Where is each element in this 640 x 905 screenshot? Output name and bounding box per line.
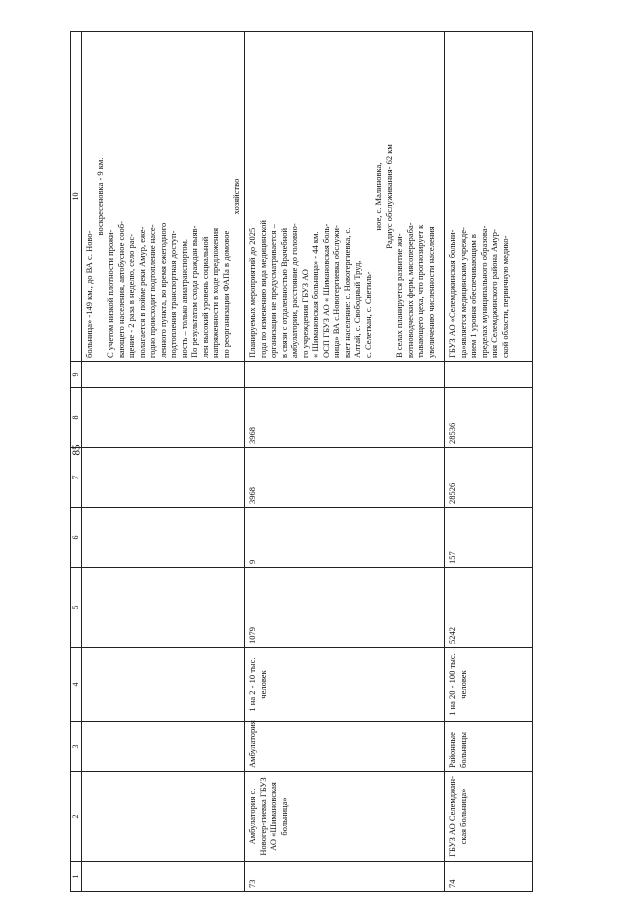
cell-value: 28526 xyxy=(445,448,533,508)
cell-number: 74 xyxy=(445,862,533,892)
cell-value: 5242 xyxy=(445,568,533,648)
cell-value: 157 xyxy=(445,508,533,568)
table-row xyxy=(245,32,445,892)
cell-value: 3968 xyxy=(245,388,445,448)
cell-value xyxy=(82,448,245,508)
cell-comment: Планируемых мероприятий до 2025 года по изменению вида медицинской организации не предусматривается – в связи с отдаленностью Врачебной амбулатории, расстояние до головно- го учреждения ГБУЗ АО « Шимановская больница» - 44 км. ОСП ГБУЗ АО « Шимановская боль- ница» ВА с.Новогергиевка обслужи- вает население: с. Новогергиевка, с. Алтай, с. Свободный Труд, с. Селеткан, с. Светиль- ное, с. Малиновка, Радиус обслуживания- 62 км В селах планируется развитие жи- вотноводческих ферм, мясоперераба- тывающего цеха, что прогнозирует к увеличению численности населения xyxy=(245,32,445,362)
column-header: 1 xyxy=(71,862,82,892)
column-header: 2 xyxy=(71,772,82,862)
cell-value xyxy=(82,388,245,448)
cell-value xyxy=(445,362,533,388)
cell-comment: ГБУЗ АО «Селемджинская больни- ца»является медицинским учрежде- нием 1 уровня обеспечивающим в пределах муниципального образова- ния Селемджинского района Амур- ской области, первичную медико- xyxy=(445,32,533,362)
column-header: 7 xyxy=(71,448,82,508)
cell-value xyxy=(82,508,245,568)
column-header: 3 xyxy=(71,722,82,772)
column-header: 8 xyxy=(71,388,82,448)
table-row xyxy=(82,32,245,892)
cell-norm xyxy=(82,648,245,722)
cell-type xyxy=(82,722,245,772)
column-header: 9 xyxy=(71,362,82,388)
cell-value xyxy=(245,362,445,388)
column-header: 4 xyxy=(71,648,82,722)
cell-number: 73 xyxy=(245,862,445,892)
cell-comment: больница» -149 км., до ВА с. Ново- воскресеновка - 9 км. С учетом низкой плотности прожи- вающего населения, автобусное сооб- щение - 2 раза в неделю, село рас- полагается в пойме реки Амур, еже- годно происходит подтопление насе- ленного пункта, во время ежегодного подтопления транспортная доступ- ность – только авиатранспортом. По результатам схода граждан выяв- лен высокий уровень социальной напряженности в ходе предложения по реорганизации ФАПа в домовое хозяйство xyxy=(82,32,245,362)
table-row xyxy=(445,32,533,892)
column-header: 5 xyxy=(71,568,82,648)
cell-name: Амбулатория с. Новогер-гиевка ГБУЗ АО «Шимановская больница» xyxy=(245,772,445,862)
column-number-row xyxy=(71,32,82,892)
cell-number xyxy=(82,862,245,892)
page-number: 85 xyxy=(70,444,82,456)
column-header: 10 xyxy=(71,32,82,362)
cell-value: 9 xyxy=(245,508,445,568)
rotated-table-sheet xyxy=(70,32,532,892)
data-table xyxy=(70,31,533,892)
cell-value: 1079 xyxy=(245,568,445,648)
cell-value xyxy=(82,568,245,648)
cell-value: 3968 xyxy=(245,448,445,508)
cell-norm: 1 на 2 - 10 тыс. человек xyxy=(245,648,445,722)
column-header: 6 xyxy=(71,508,82,568)
cell-type: Амбулатория xyxy=(245,722,445,772)
cell-value: 28536 xyxy=(445,388,533,448)
cell-type: Районные больницы xyxy=(445,722,533,772)
cell-name xyxy=(82,772,245,862)
cell-value xyxy=(82,362,245,388)
cell-name: ГБУЗ АО Селемджин-ская больница» xyxy=(445,772,533,862)
cell-norm: 1 на 20 - 100 тыс. человек xyxy=(445,648,533,722)
